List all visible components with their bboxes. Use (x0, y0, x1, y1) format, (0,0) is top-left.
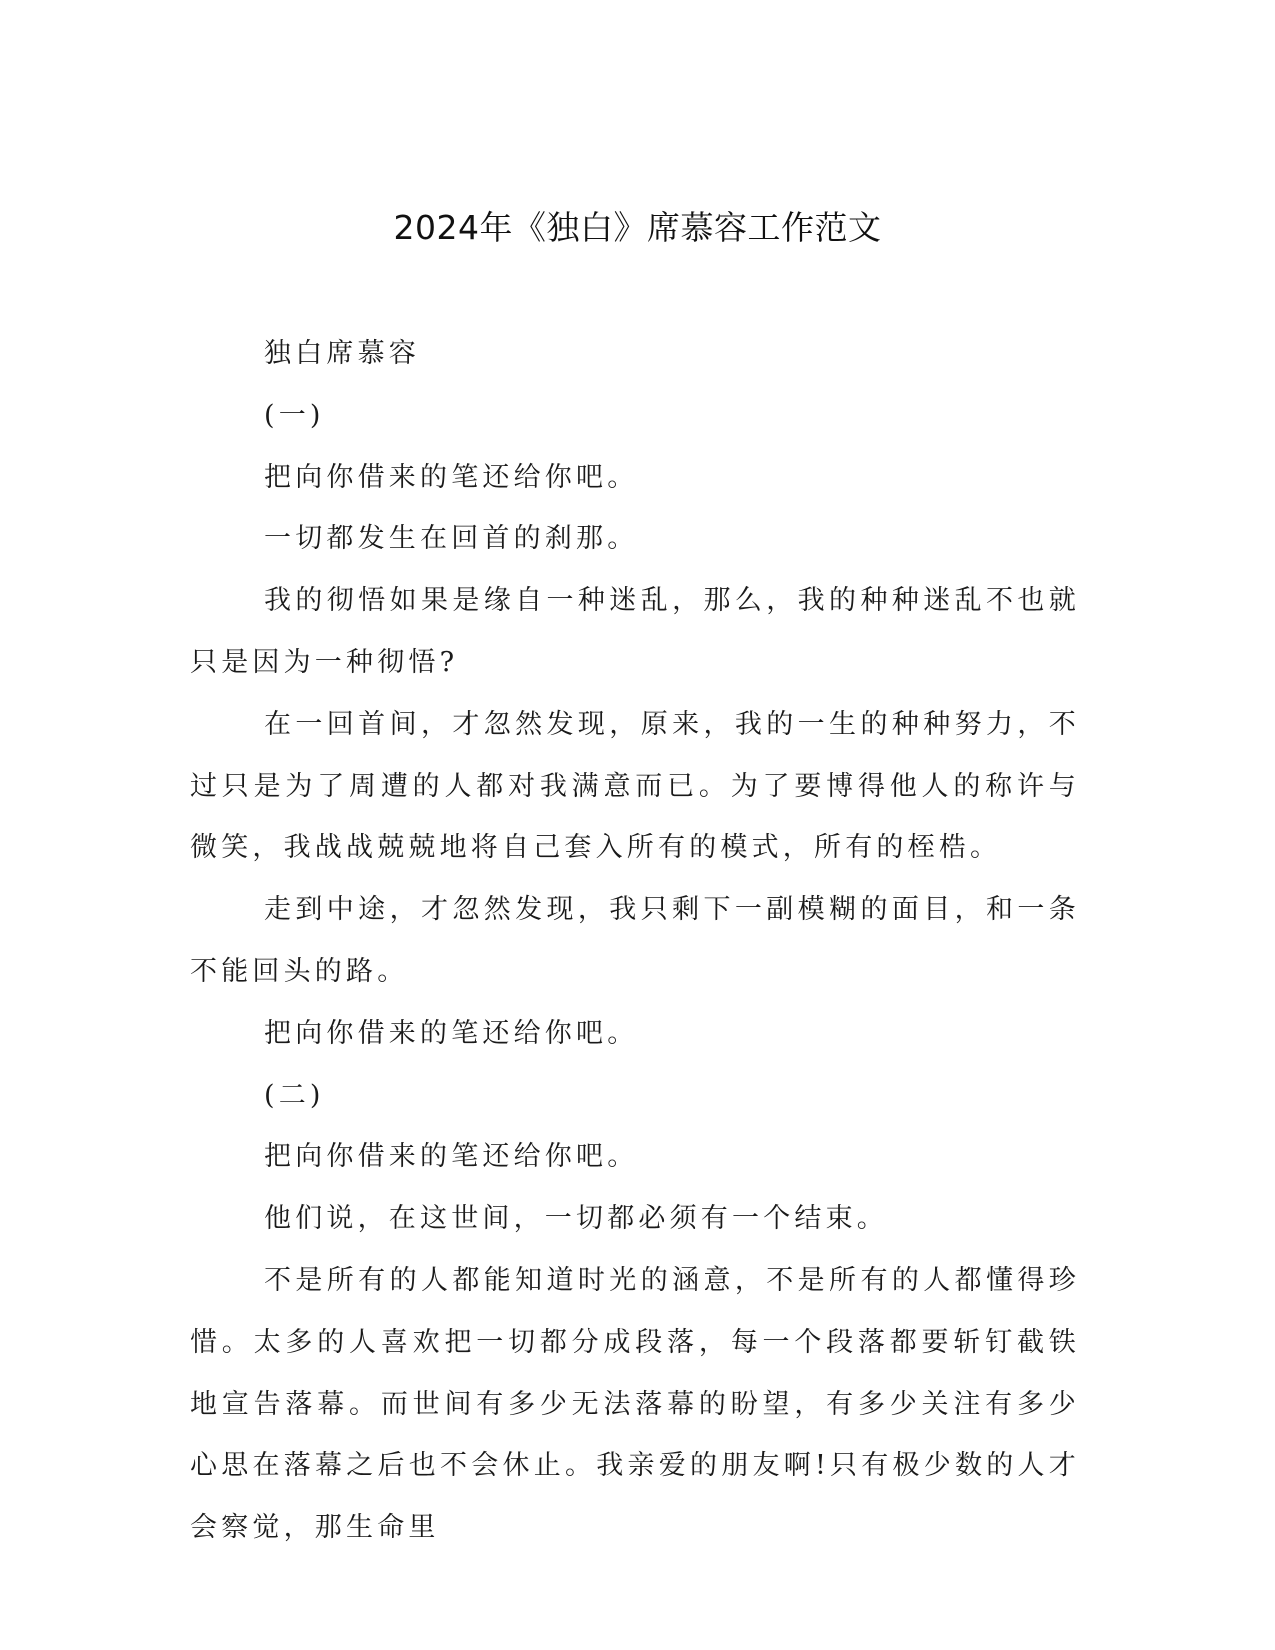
paragraph: 走到中途，才忽然发现，我只剩下一副模糊的面目，和一条不能回头的路。 (190, 894, 1080, 987)
paragraph: 不是所有的人都能知道时光的涵意，不是所有的人都懂得珍惜。太多的人喜欢把一切都分成段落，每一个段落都要斩钉截铁地宣告落幕。而世间有多少无法落幕的盼望，有多少关注有多少心思在落幕之后也不会休止。我亲爱的朋友啊!只有极少数的人才会察觉，那生命里 (190, 1264, 1080, 1544)
section-marker-one: (一) (264, 399, 325, 431)
paragraph: 他们说，在这世间，一切都必须有一个结束。 (264, 1203, 888, 1235)
paragraph: 在一回首间，才忽然发现，原来，我的一生的种种努力，不过只是为了周遭的人都对我满意而已。为了要博得他人的称许与微笑，我战战兢兢地将自己套入所有的模式，所有的桎梏。 (190, 708, 1080, 864)
document-title: 2024年《独白》席慕容工作范文 (393, 208, 882, 247)
paragraph: 把向你借来的笔还给你吧。 (264, 461, 639, 493)
section-marker-two: (二) (264, 1079, 325, 1111)
paragraph: 把向你借来的笔还给你吧。 (264, 1141, 639, 1173)
paragraph: 我的彻悟如果是缘自一种迷乱，那么，我的种种迷乱不也就只是因为一种彻悟? (190, 585, 1080, 678)
document-body (190, 323, 1080, 1559)
paragraph: 把向你借来的笔还给你吧。 (264, 1017, 639, 1049)
paragraph-heading: 独白席慕容 (264, 338, 420, 369)
paragraph: 一切都发生在回首的刹那。 (264, 523, 639, 555)
